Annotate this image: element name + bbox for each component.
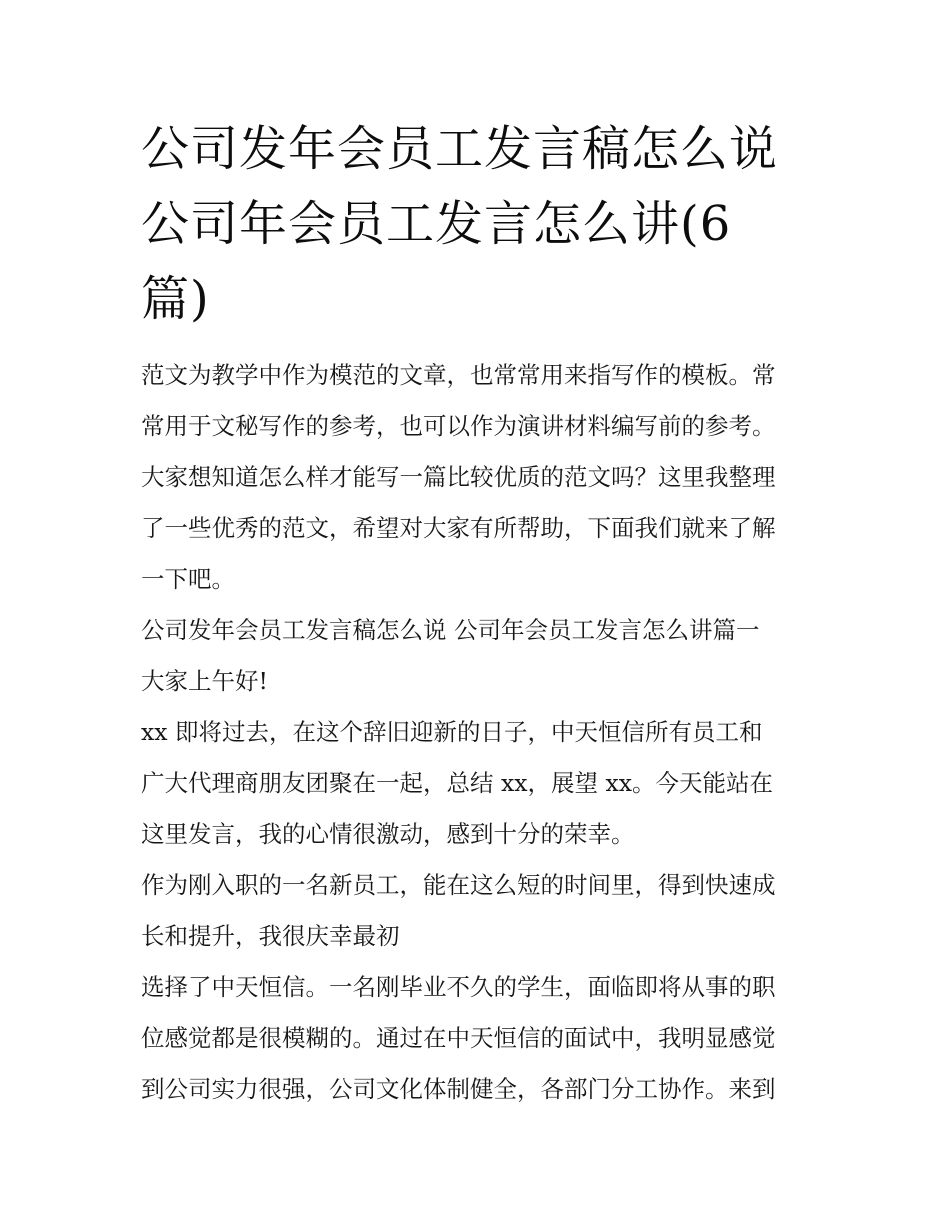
- body-paragraph: [141, 707, 821, 860]
- title-line: 公司发年会员工发言稿怎么说: [141, 121, 779, 177]
- title-line: 篇): [141, 271, 210, 327]
- text-line: 大家想知道怎么样才能写一篇比较优质的范文吗？这里我整理: [141, 463, 776, 491]
- greeting-paragraph: [141, 656, 821, 707]
- text-line: 这里发言，我的心情很激动，感到十分的荣幸。: [141, 820, 635, 848]
- text-line: 一下吧。: [141, 565, 235, 593]
- document-body: [141, 350, 821, 1115]
- text-line: 了一些优秀的范文，希望对大家有所帮助，下面我们就来了解: [141, 514, 776, 542]
- text-line: 公司发年会员工发言稿怎么说 公司年会员工发言怎么讲篇一: [141, 616, 760, 644]
- text-line: 长和提升，我很庆幸最初: [141, 922, 400, 950]
- text-line: 到公司实力很强，公司文化体制健全，各部门分工协作。来到: [141, 1075, 776, 1103]
- text-line: xx 即将过去，在这个辞旧迎新的日子，中天恒信所有员工和: [141, 718, 763, 746]
- text-line: 位感觉都是很模糊的。通过在中天恒信的面试中，我明显感觉: [141, 1024, 776, 1052]
- text-line: 作为刚入职的一名新员工，能在这么短的时间里，得到快速成: [141, 871, 776, 899]
- document-content: [141, 112, 821, 1115]
- intro-paragraph: [141, 350, 821, 605]
- text-line: 范文为教学中作为模范的文章，也常常用来指写作的模板。常: [141, 361, 776, 389]
- body-paragraph: [141, 962, 821, 1115]
- title-line: 公司年会员工发言怎么讲(6: [141, 196, 732, 252]
- body-paragraph: [141, 860, 821, 962]
- text-line: 大家上午好!: [141, 667, 268, 695]
- document-title: [141, 112, 821, 337]
- section-heading: [141, 605, 821, 656]
- text-line: 常用于文秘写作的参考，也可以作为演讲材料编写前的参考。: [141, 412, 776, 440]
- text-line: 广大代理商朋友团聚在一起，总结 xx，展望 xx。今天能站在: [141, 769, 773, 797]
- text-line: 选择了中天恒信。一名刚毕业不久的学生，面临即将从事的职: [141, 973, 776, 1001]
